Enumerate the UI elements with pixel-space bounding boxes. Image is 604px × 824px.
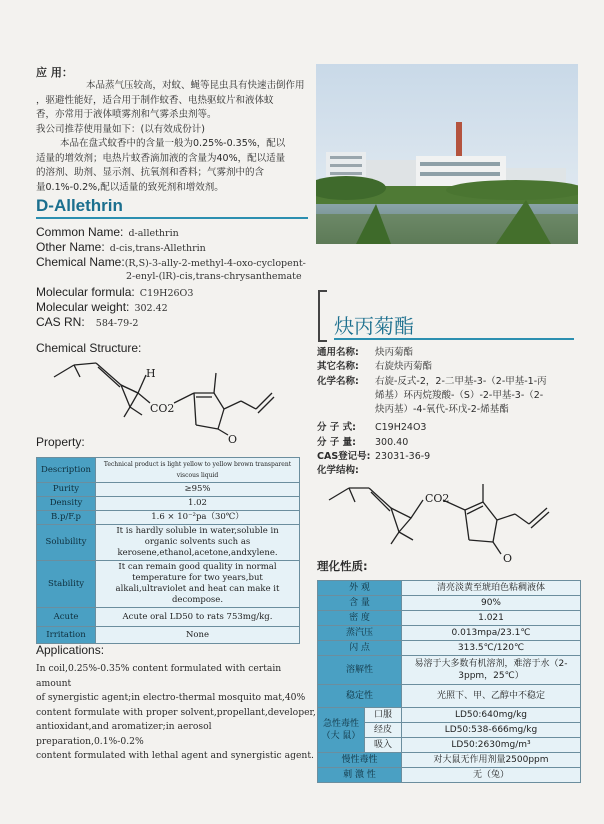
table-row: 溶解性 易溶于大多数有机溶剂，难溶于水（2-3ppm，25℃） <box>318 656 581 685</box>
table-row: 密 度 1.021 <box>318 611 581 626</box>
structure-o-label: O <box>228 433 238 446</box>
table-row: 稳定性 光照下、甲、乙醇中不稳定 <box>318 685 581 708</box>
structure-heading-en: Chemical Structure: <box>36 341 142 355</box>
table-row: 急性毒性（大 鼠） 口服 LD50:640mg/kg <box>318 708 581 723</box>
chemical-structure-en <box>46 355 306 450</box>
structure-cn-o-label: O <box>503 552 513 565</box>
property-table <box>36 457 300 644</box>
application-cn-text: 本品蒸气压较高，对蚊、蝇等昆虫具有快速击倒作用 ，驱避性能好，适合用于制作蚊香、电热驱蚊片和液体蚊 香，亦常用于液体喷雾剂和气雾杀虫剂等。 我公司推荐使用量如下：(以有效成份计) 本品在盘式蚊香中的含量一般为0.25%-0.35%，配以 适量的增效剂；电热片蚊香滴加液的含量为40%，配以适量 的溶剂、助剂、显示剂、抗氧剂和香料；气雾剂中的含 量0.1%-0.2%,配以适量的致死剂和增效剂。 <box>36 80 305 193</box>
table-row: 外 观 清亮淡黄至琥珀色粘稠液体 <box>318 581 581 596</box>
table-row: 吸入 LD50:2630mg/m³ <box>318 738 581 753</box>
product-title-en: D-Allethrin <box>36 196 123 215</box>
table-row: Acute Acute oral LD50 to rats 753mg/kg. <box>37 608 300 627</box>
property-heading: Property: <box>36 435 85 449</box>
table-row: B.p/F.p 1.6 × 10⁻²pa（30℃） <box>37 511 300 525</box>
chemical-structure-cn <box>325 478 575 568</box>
structure-co2-label: CO2 <box>150 402 175 415</box>
table-row: 闪 点 313.5℃/120℃ <box>318 641 581 656</box>
product-info-cn: 通用名称: 炔丙菊酯 其它名称: 右旋炔丙菊酯 化学名称: 右旋-反式-2，2-二甲基-3-（2-甲基-1-丙 烯基）环丙烷羧酸-（S）-2-甲基-3-（2- 炔丙基）-4-氧代-环戊-2-烯基酯 分 子 式: C19H24O3 分 子 量: 300.40 CAS登记号: 23031-36-9 化学结构: <box>317 347 547 477</box>
product-info-en: Common Name: d-allethrin Other Name: d-cis,trans-Allethrin Chemical Name:(R,S)-3-ally-2-methyl-4-oxo-cyclopent- 2-enyl-(lR)-cis,trans-chrysanthemate Molecular formula: C19H26O3 Molecular weight: 302.42 CAS RN: 584-79-2 <box>36 225 306 329</box>
table-row: 刺 激 性 无（兔） <box>318 768 581 783</box>
title-underline <box>36 217 308 219</box>
table-row: Stability It can remain good quality in normal temperature for two years,but alkali,ultraviolet and heat can make it decompose. <box>37 561 300 608</box>
table-row: 蒸汽压 0.013mpa/23.1℃ <box>318 626 581 641</box>
title-bracket <box>318 290 327 342</box>
structure-h-label: H <box>146 367 156 380</box>
applications-heading: Applications: <box>36 643 105 657</box>
application-cn-heading: 应 用： <box>36 66 73 79</box>
table-row: 经皮 LD50:538-666mg/kg <box>318 723 581 738</box>
props-cn-heading: 理化性质: <box>317 559 368 573</box>
table-row: Purity ≥95% <box>37 483 300 497</box>
table-row: Density 1.02 <box>37 497 300 511</box>
table-row: 慢性毒性 对大鼠无作用剂量2500ppm <box>318 753 581 768</box>
applications-text: In coil,0.25%-0.35% content formulated with certain amount of synergistic agent;in electro-thermal mosquito mat,40% content formulate with proper solvent,propellant,developer, antioxidant,and aromatizer;in aerosol preparation,0.1%-0.2% content formulated with lethal agent and synergistic agent. <box>36 663 316 761</box>
product-title-cn: 炔丙菊酯 <box>334 314 414 338</box>
table-row: Irritation None <box>37 627 300 644</box>
props-cn-table <box>317 580 581 783</box>
title-cn-underline <box>334 338 574 340</box>
table-row: Description Technical product is light yellow to yellow brown transparent viscous liquid <box>37 458 300 483</box>
factory-photo <box>316 64 578 244</box>
structure-cn-co2-label: CO2 <box>425 492 450 505</box>
table-row: Solubility It is hardly soluble in water,soluble in organic solvents such as kerosene,ethanol,acetone,andxylene. <box>37 525 300 561</box>
table-row: 含 量 90% <box>318 596 581 611</box>
